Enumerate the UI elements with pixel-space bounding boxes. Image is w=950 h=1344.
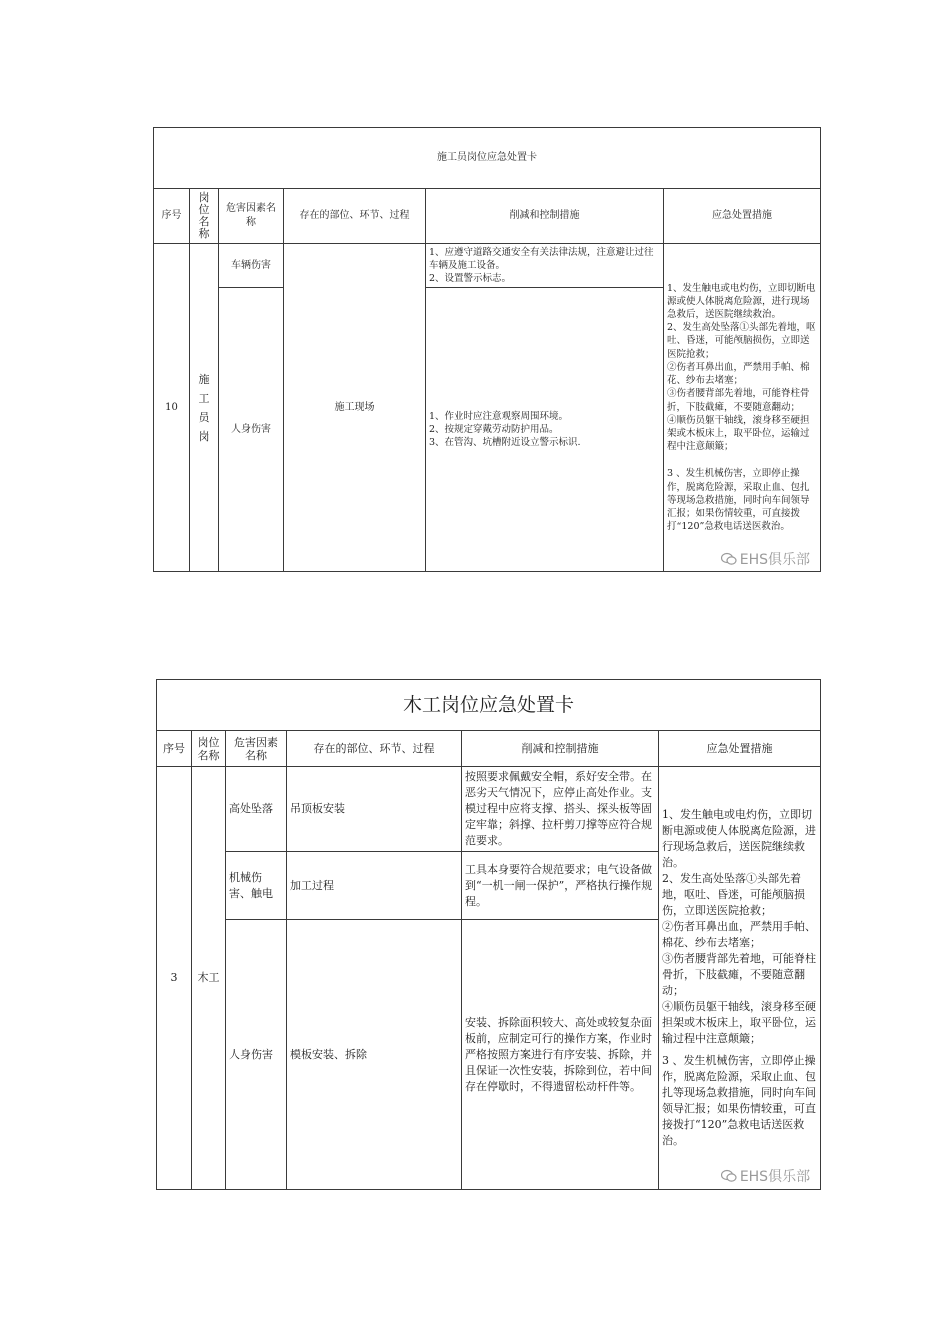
header-hazard: 危害因素名称	[219, 189, 284, 244]
post-cell: 木工	[192, 767, 226, 1190]
emergency-cell	[664, 244, 821, 572]
post-cell	[190, 244, 219, 572]
header-control: 削减和控制措施	[426, 189, 664, 244]
card-title: 施工员岗位应急处置卡	[154, 128, 821, 189]
control-line: 2、按规定穿戴劳动防护用品。	[429, 424, 559, 435]
emergency-card-constructor	[153, 127, 821, 572]
header-hazard: 危害因素名称	[226, 731, 287, 767]
header-post: 岗位名称	[192, 731, 226, 767]
header-seq: 序号	[157, 731, 192, 767]
emergency-line: ②伤者耳鼻出血，严禁用手帕、棉花、纱布去堵塞；	[662, 920, 816, 949]
watermark	[721, 1169, 810, 1185]
control-line: 3、在管沟、坑槽附近设立警示标识.	[429, 437, 581, 448]
emergency-gap	[667, 453, 817, 467]
control-cell: 工具本身要符合规范要求；电气设备做到“一机一闸一保护”，严格执行操作规程。	[462, 852, 659, 920]
header-post-char: 名	[198, 215, 210, 228]
emergency-line: 1、发生触电或电灼伤，立即切断电源或使人体脱离危险源，进行现场急救后，送医院继续救治。	[667, 282, 816, 321]
header-post	[190, 189, 219, 244]
emergency-card-carpenter	[156, 679, 821, 1190]
control-cell: 按照要求佩戴安全帽，系好安全带。在恶劣天气情况下，应停止高处作业。支模过程中应将支撑、搭头、探头板等固定牢靠；斜撑、拉杆剪刀撑等应符合规范要求。	[462, 767, 659, 852]
header-post-char: 岗	[198, 191, 210, 204]
emergency-line: 1、发生触电或电灼伤，立即切断电源或使人体脱离危险源，进行现场急救后，送医院继续救治。	[662, 808, 816, 869]
control-cell: 安装、拆除面积较大、高处或较复杂面板前，应制定可行的操作方案，作业时严格按照方案进行有序安装、拆除，并且保证一次性安装，拆除到位，若中间存在停歇时，不得遗留松动杆件等。	[462, 920, 659, 1190]
control-line: 1、应遵守道路交通安全有关法律法规，注意避让过往车辆及施工设备。	[429, 247, 654, 271]
post-char: 工	[198, 391, 210, 405]
emergency-line: 3 、发生机械伤害，立即停止操作，脱离危险源，采取止血、包扎等现场急救措施，同时向车间领导汇报；如果伤情较重，可直接拨打“120”急救电话送医救治。	[667, 468, 810, 533]
location-cell: 加工过程	[287, 852, 462, 920]
post-char: 员	[198, 410, 210, 424]
control-cell	[426, 244, 664, 288]
header-location: 存在的部位、环节、过程	[284, 189, 426, 244]
location-cell: 施工现场	[284, 244, 426, 572]
post-char: 岗	[198, 429, 210, 443]
watermark-text: EHS俱乐部	[739, 1169, 811, 1185]
header-seq: 序号	[154, 189, 190, 244]
watermark	[721, 552, 810, 567]
hazard-cell: 车辆伤害	[219, 244, 284, 288]
emergency-line: 2、发生高处坠落①头部先着地，呕吐、昏迷，可能颅脑损伤，立即送医院抢救；	[667, 322, 816, 360]
emergency-line: ③伤者腰背部先着地，可能脊柱骨折，下肢截瘫，不要随意翻动；	[662, 952, 816, 997]
hazard-cell: 高处坠落	[226, 767, 287, 852]
header-control: 削减和控制措施	[462, 731, 659, 767]
hazard-cell: 机械伤害、触电	[226, 852, 287, 920]
emergency-line: 3 、发生机械伤害，立即停止操作，脱离危险源，采取止血、包扎等现场急救措施，同时向车间领导汇报；如果伤情较重，可直接拨打“120”急救电话送医救治。	[662, 1054, 816, 1147]
wechat-icon	[721, 1169, 737, 1183]
emergency-line: ②伤者耳鼻出血，严禁用手帕、棉花、纱布去堵塞；	[667, 361, 810, 387]
seq-cell: 3	[157, 767, 192, 1190]
control-line: 1、作业时应注意观察周围环境。	[429, 411, 569, 422]
header-post-char: 称	[198, 227, 210, 240]
header-emergency: 应急处置措施	[659, 731, 821, 767]
emergency-line: 2、发生高处坠落①头部先着地，呕吐、昏迷，可能颅脑损伤，立即送医院抢救；	[662, 872, 805, 917]
location-cell: 模板安装、拆除	[287, 920, 462, 1190]
emergency-line: ④顺伤员躯干轴线，滚身移至硬担架或木板床上，取平卧位，运输过程中注意颠簸；	[667, 414, 810, 453]
hazard-cell: 人身伤害	[219, 288, 284, 572]
wechat-icon	[721, 552, 737, 566]
control-line: 2、设置警示标志。	[429, 273, 512, 284]
card-title: 木工岗位应急处置卡	[157, 680, 821, 731]
watermark-text: EHS俱乐部	[739, 551, 811, 568]
header-emergency: 应急处置措施	[664, 189, 821, 244]
header-post-char: 位	[198, 203, 210, 216]
emergency-line: ④顺伤员躯干轴线，滚身移至硬担架或木板床上，取平卧位，运输过程中注意颠簸；	[662, 1000, 816, 1045]
hazard-cell: 人身伤害	[226, 920, 287, 1190]
seq-cell: 10	[154, 244, 190, 572]
emergency-line: ③伤者腰背部先着地，可能脊柱骨折，下肢截瘫，不要随意翻动；	[667, 388, 810, 413]
post-char: 施	[198, 372, 210, 386]
location-cell: 吊顶板安装	[287, 767, 462, 852]
header-location: 存在的部位、环节、过程	[287, 731, 462, 767]
control-cell	[426, 288, 664, 572]
emergency-cell	[659, 767, 821, 1190]
